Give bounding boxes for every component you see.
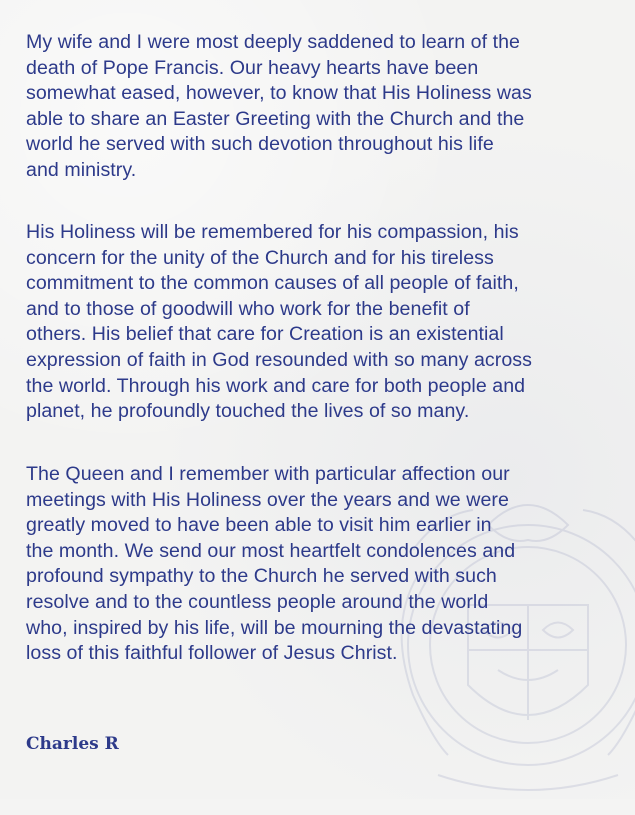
text-line: concern for the unity of the Church and for his tireless [26, 246, 494, 269]
text-line: world he served with such devotion throughout his life [26, 133, 494, 156]
text-line: loss of this faithful follower of Jesus Christ. [26, 642, 398, 665]
text-line: others. His belief that care for Creation is an existential [26, 323, 504, 346]
text-line: the month. We send our most heartfelt condolences and [26, 539, 516, 562]
text-line: My wife and I were most deeply saddened to learn of the [26, 31, 520, 53]
text-line: greatly moved to have been able to visit him earlier in [26, 514, 492, 537]
text-line: who, inspired by his life, will be mourning the devastating [26, 616, 523, 639]
signature: Charles R [26, 734, 119, 754]
text-line: able to share an Easter Greeting with the Church and the [26, 107, 525, 130]
text-line: profound sympathy to the Church he served with such [26, 565, 497, 588]
paragraph-3 [26, 462, 522, 667]
text-line: commitment to the common causes of all people of faith, [26, 272, 519, 295]
text-line: somewhat eased, however, to know that His Holiness was [26, 82, 532, 105]
text-line: His Holiness will be remembered for his compassion, his [26, 221, 519, 243]
text-line: and ministry. [26, 158, 137, 181]
paragraph-1 [26, 30, 532, 184]
paragraph-2 [26, 220, 532, 425]
text-line: death of Pope Francis. Our heavy hearts have been [26, 56, 479, 79]
text-line: expression of faith in God resounded with so many across [26, 348, 532, 371]
text-line: The Queen and I remember with particular affection our [26, 463, 510, 485]
text-line: the world. Through his work and care for both people and [26, 374, 526, 397]
text-line: and to those of goodwill who work for the benefit of [26, 297, 470, 320]
text-line: meetings with His Holiness over the years and we were [26, 488, 509, 511]
text-line: planet, he profoundly touched the lives of so many. [26, 400, 470, 423]
text-line: resolve and to the countless people around the world [26, 590, 489, 613]
